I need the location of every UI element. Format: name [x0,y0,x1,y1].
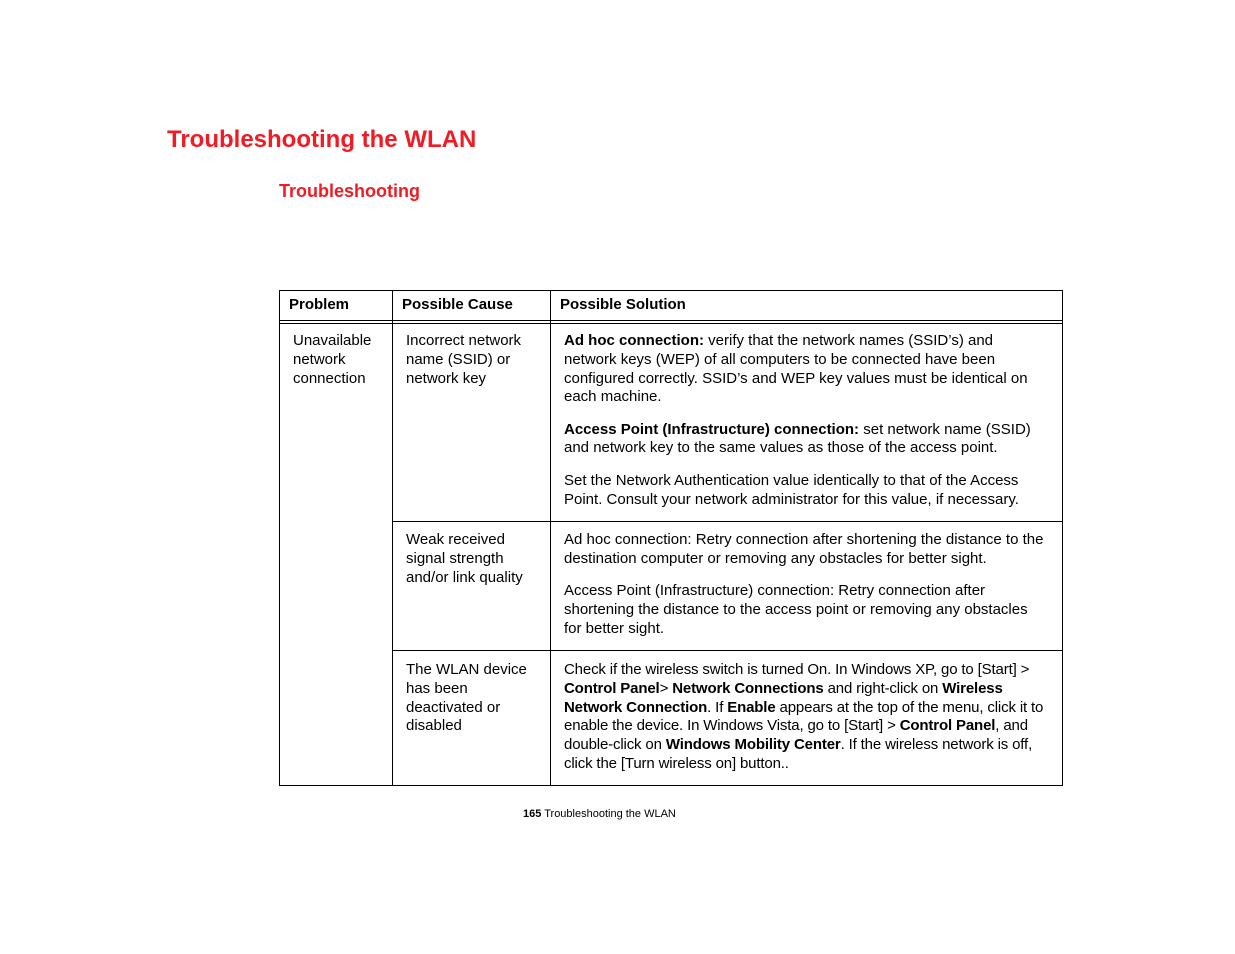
cause-line: and/or link quality [406,568,523,586]
column-divider [392,290,393,786]
text-run: . If [707,698,728,716]
solution-paragraph [564,582,1048,638]
problem-cell [293,332,389,388]
solution-paragraph [564,421,1048,459]
solution-paragraph [564,472,1048,510]
text-run: . If the wireless network is off, click the [Turn wireless on] button.. [564,736,1033,772]
text-run: > [659,679,673,697]
bold-term: Control Panel [899,717,996,735]
cause-line: signal strength [406,549,504,567]
row-divider [392,650,1063,651]
solution-cell [564,661,1048,774]
header-rule [279,320,1063,321]
text-run: verify that the network names (SSID’s) and network keys (WEP) of all computers to be connected have been configured correctly. SSID’s and WEP key values must be identical on each machine. [564,332,1028,406]
bold-term: Windows Mobility Center [665,736,841,754]
problem-line: network [293,350,346,368]
problem-line: Unavailable [293,332,372,349]
solution-cell [564,531,1048,638]
text-run: Access Point (Infrastructure) connection: Retry connection after shortening the distance to the access point or removing any obstacles for better sight. [564,582,1028,637]
solution-paragraph [564,531,1048,569]
solution-cell [564,332,1048,509]
text-run: , and double-click on [564,717,1028,754]
footer-section-title: Troubleshooting the WLAN [544,808,676,820]
solution-paragraph [564,661,1048,774]
cause-line: has been [406,679,468,697]
bold-term: Control Panel [564,679,660,697]
page-number: 165 [523,808,542,820]
text-run: Ad hoc connection: Retry connection after shortening the distance to the destination computer or removing any obstacles for better sight. [564,531,1044,567]
text-run: appears at the top of the menu, click it to enable the device. In Windows Vista, go to [Start] > [564,698,1044,735]
header-rule [279,323,1063,324]
page-title: Troubleshooting the WLAN [167,126,477,153]
cause-line: disabled [406,717,462,735]
cause-cell [406,332,548,388]
cause-cell [406,531,548,587]
cause-line: deactivated or [406,698,501,716]
section-heading: Troubleshooting [279,181,420,201]
bold-term: Enable [727,698,776,716]
cause-line: network key [406,369,487,387]
page-footer [523,806,676,822]
text-run: and right-click on [823,679,943,697]
cause-line: Incorrect network [406,332,522,349]
bold-term: Ad hoc connection: [564,332,704,349]
text-run: Check if the wireless switch is turned On. In Windows XP, go to [Start] > [564,661,1030,678]
text-run: set network name (SSID) and network key to the same values as those of the access point. [564,420,1031,457]
table-border-right [1062,290,1063,786]
header-possible-solution: Possible Solution [560,296,686,313]
table-border-bottom [279,785,1063,786]
problem-line: connection [293,369,366,387]
text-run: Set the Network Authentication value identically to that of the Access Point. Consult your network administrator for this value, if necessary. [564,471,1019,508]
table-border-left [279,290,280,786]
row-divider [392,521,1063,522]
column-divider [550,290,551,786]
cause-line: The WLAN device [406,661,527,678]
bold-term: Network Connections [672,679,824,697]
bold-term: Wireless Network Connection [564,679,1003,716]
table-border-top [279,290,1063,291]
bold-term: Access Point (Infrastructure) connection: [564,420,860,438]
header-problem: Problem [289,296,350,313]
cause-line: name (SSID) or [406,350,511,368]
cause-line: Weak received [406,531,505,548]
cause-cell [406,661,548,736]
header-possible-cause: Possible Cause [402,296,513,313]
solution-paragraph [564,332,1048,407]
